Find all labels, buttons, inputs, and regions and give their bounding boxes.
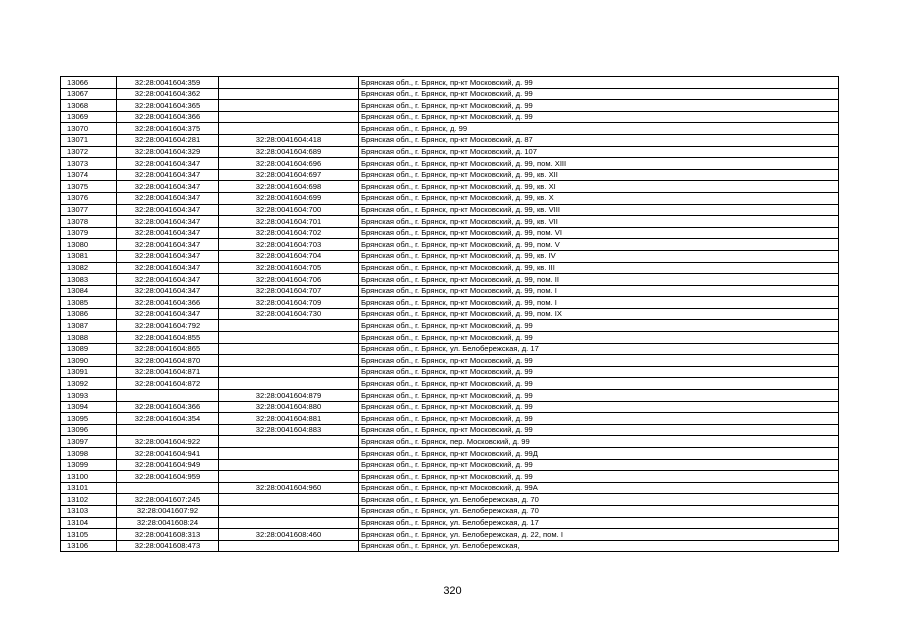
cadastral-number-cell: 32:28:0041604:347 [117, 285, 219, 297]
address-cell: Брянская обл., г. Брянск, пр-кт Московский, д. 99 [359, 88, 839, 100]
related-cadastral-number-cell: 32:28:0041604:700 [219, 204, 359, 216]
row-number-cell: 13102 [61, 494, 117, 506]
cadastral-number-cell: 32:28:0041604:366 [117, 401, 219, 413]
row-number-cell: 13095 [61, 413, 117, 425]
related-cadastral-number-cell: 32:28:0041604:730 [219, 308, 359, 320]
row-number-cell: 13083 [61, 274, 117, 286]
related-cadastral-number-cell [219, 517, 359, 529]
row-number-cell: 13085 [61, 297, 117, 309]
table-row [61, 355, 839, 367]
table-row [61, 181, 839, 193]
row-number-cell: 13074 [61, 169, 117, 181]
address-cell: Брянская обл., г. Брянск, ул. Белобережская, д. 22, пом. I [359, 529, 839, 541]
row-number-cell: 13091 [61, 366, 117, 378]
related-cadastral-number-cell: 32:28:0041604:707 [219, 285, 359, 297]
table-row [61, 216, 839, 228]
cadastral-number-cell: 32:28:0041604:949 [117, 459, 219, 471]
related-cadastral-number-cell: 32:28:0041604:698 [219, 181, 359, 193]
table-row [61, 285, 839, 297]
address-cell: Брянская обл., г. Брянск, пр-кт Московский, д. 99 [359, 332, 839, 344]
address-cell: Брянская обл., г. Брянск, ул. Белобережская, [359, 540, 839, 552]
address-cell: Брянская обл., г. Брянск, пр-кт Московский, д. 99 [359, 355, 839, 367]
row-number-cell: 13079 [61, 227, 117, 239]
row-number-cell: 13075 [61, 181, 117, 193]
table-row [61, 401, 839, 413]
cadastral-number-cell: 32:28:0041604:347 [117, 216, 219, 228]
table-row [61, 390, 839, 402]
cadastral-number-cell: 32:28:0041604:959 [117, 471, 219, 483]
row-number-cell: 13093 [61, 390, 117, 402]
row-number-cell: 13097 [61, 436, 117, 448]
related-cadastral-number-cell: 32:28:0041604:702 [219, 227, 359, 239]
related-cadastral-number-cell [219, 459, 359, 471]
table-row [61, 88, 839, 100]
address-cell: Брянская обл., г. Брянск, пр-кт Московский, д. 107 [359, 146, 839, 158]
cadastral-number-cell [117, 424, 219, 436]
address-cell: Брянская обл., г. Брянск, пр-кт Московский, д. 99 [359, 366, 839, 378]
related-cadastral-number-cell: 32:28:0041604:418 [219, 134, 359, 146]
related-cadastral-number-cell: 32:28:0041604:709 [219, 297, 359, 309]
table-row [61, 146, 839, 158]
related-cadastral-number-cell [219, 88, 359, 100]
row-number-cell: 13081 [61, 250, 117, 262]
table-row [61, 239, 839, 251]
related-cadastral-number-cell: 32:28:0041604:879 [219, 390, 359, 402]
address-cell: Брянская обл., г. Брянск, пр-кт Московский, д. 99, пом. II [359, 274, 839, 286]
related-cadastral-number-cell [219, 378, 359, 390]
address-cell: Брянская обл., г. Брянск, пр-кт Московский, д. 99 [359, 413, 839, 425]
cadastral-number-cell: 32:28:0041604:375 [117, 123, 219, 135]
row-number-cell: 13094 [61, 401, 117, 413]
cadastral-number-cell: 32:28:0041604:281 [117, 134, 219, 146]
row-number-cell: 13087 [61, 320, 117, 332]
table-row [61, 297, 839, 309]
address-cell: Брянская обл., г. Брянск, пр-кт Московский, д. 99 [359, 111, 839, 123]
table-row [61, 192, 839, 204]
related-cadastral-number-cell [219, 123, 359, 135]
related-cadastral-number-cell: 32:28:0041604:689 [219, 146, 359, 158]
table-row [61, 529, 839, 541]
registry-table [60, 76, 839, 552]
cadastral-number-cell: 32:28:0041604:359 [117, 77, 219, 89]
related-cadastral-number-cell [219, 343, 359, 355]
cadastral-number-cell: 32:28:0041604:865 [117, 343, 219, 355]
row-number-cell: 13088 [61, 332, 117, 344]
row-number-cell: 13103 [61, 505, 117, 517]
cadastral-number-cell: 32:28:0041604:366 [117, 111, 219, 123]
row-number-cell: 13073 [61, 158, 117, 170]
address-cell: Брянская обл., г. Брянск, ул. Белобережская, д. 17 [359, 343, 839, 355]
address-cell: Брянская обл., г. Брянск, пр-кт Московский, д. 99 [359, 378, 839, 390]
row-number-cell: 13069 [61, 111, 117, 123]
address-cell: Брянская обл., г. Брянск, пр-кт Московский, д. 99, кв. X [359, 192, 839, 204]
row-number-cell: 13066 [61, 77, 117, 89]
table-row [61, 471, 839, 483]
table-row [61, 169, 839, 181]
related-cadastral-number-cell [219, 494, 359, 506]
address-cell: Брянская обл., г. Брянск, пр-кт Московский, д. 87 [359, 134, 839, 146]
related-cadastral-number-cell: 32:28:0041608:460 [219, 529, 359, 541]
address-cell: Брянская обл., г. Брянск, пр-кт Московский, д. 99 [359, 401, 839, 413]
table-row [61, 274, 839, 286]
address-cell: Брянская обл., г. Брянск, пр-кт Московский, д. 99, кв. III [359, 262, 839, 274]
address-cell: Брянская обл., г. Брянск, пр-кт Московский, д. 99, пом. I [359, 285, 839, 297]
table-row [61, 227, 839, 239]
cadastral-number-cell: 32:28:0041604:347 [117, 158, 219, 170]
row-number-cell: 13096 [61, 424, 117, 436]
related-cadastral-number-cell: 32:28:0041604:703 [219, 239, 359, 251]
related-cadastral-number-cell [219, 448, 359, 460]
row-number-cell: 13105 [61, 529, 117, 541]
address-cell: Брянская обл., г. Брянск, ул. Белобережская, д. 70 [359, 505, 839, 517]
cadastral-number-cell: 32:28:0041604:347 [117, 204, 219, 216]
cadastral-number-cell: 32:28:0041604:792 [117, 320, 219, 332]
address-cell: Брянская обл., г. Брянск, пр-кт Московский, д. 99, пом. V [359, 239, 839, 251]
cadastral-number-cell: 32:28:0041604:347 [117, 250, 219, 262]
cadastral-number-cell: 32:28:0041604:366 [117, 297, 219, 309]
related-cadastral-number-cell [219, 320, 359, 332]
cadastral-number-cell: 32:28:0041604:365 [117, 100, 219, 112]
row-number-cell: 13106 [61, 540, 117, 552]
table-row [61, 378, 839, 390]
address-cell: Брянская обл., г. Брянск, пр-кт Московский, д. 99 [359, 100, 839, 112]
address-cell: Брянская обл., г. Брянск, пр-кт Московский, д. 99 [359, 320, 839, 332]
row-number-cell: 13089 [61, 343, 117, 355]
address-cell: Брянская обл., г. Брянск, пер. Московский, д. 99 [359, 436, 839, 448]
related-cadastral-number-cell [219, 471, 359, 483]
address-cell: Брянская обл., г. Брянск, пр-кт Московский, д. 99, пом. XIII [359, 158, 839, 170]
address-cell: Брянская обл., г. Брянск, пр-кт Московский, д. 99, кв. IV [359, 250, 839, 262]
related-cadastral-number-cell [219, 100, 359, 112]
row-number-cell: 13099 [61, 459, 117, 471]
related-cadastral-number-cell: 32:28:0041604:883 [219, 424, 359, 436]
cadastral-number-cell: 32:28:0041604:941 [117, 448, 219, 460]
table-row [61, 111, 839, 123]
related-cadastral-number-cell: 32:28:0041604:696 [219, 158, 359, 170]
cadastral-number-cell: 32:28:0041604:922 [117, 436, 219, 448]
table-row [61, 424, 839, 436]
table-row [61, 123, 839, 135]
table-row [61, 158, 839, 170]
cadastral-number-cell: 32:28:0041604:347 [117, 181, 219, 193]
row-number-cell: 13077 [61, 204, 117, 216]
address-cell: Брянская обл., г. Брянск, ул. Белобережская, д. 17 [359, 517, 839, 529]
cadastral-number-cell: 32:28:0041604:362 [117, 88, 219, 100]
related-cadastral-number-cell: 32:28:0041604:880 [219, 401, 359, 413]
row-number-cell: 13078 [61, 216, 117, 228]
cadastral-number-cell: 32:28:0041608:473 [117, 540, 219, 552]
row-number-cell: 13076 [61, 192, 117, 204]
table-row [61, 308, 839, 320]
row-number-cell: 13101 [61, 482, 117, 494]
table-row [61, 413, 839, 425]
related-cadastral-number-cell [219, 355, 359, 367]
related-cadastral-number-cell [219, 366, 359, 378]
address-cell: Брянская обл., г. Брянск, пр-кт Московский, д. 99 [359, 77, 839, 89]
address-cell: Брянская обл., г. Брянск, пр-кт Московский, д. 99 [359, 459, 839, 471]
row-number-cell: 13082 [61, 262, 117, 274]
table-row [61, 134, 839, 146]
row-number-cell: 13086 [61, 308, 117, 320]
related-cadastral-number-cell: 32:28:0041604:960 [219, 482, 359, 494]
address-cell: Брянская обл., г. Брянск, пр-кт Московский, д. 99 [359, 471, 839, 483]
row-number-cell: 13080 [61, 239, 117, 251]
row-number-cell: 13068 [61, 100, 117, 112]
cadastral-number-cell: 32:28:0041604:329 [117, 146, 219, 158]
row-number-cell: 13071 [61, 134, 117, 146]
related-cadastral-number-cell [219, 505, 359, 517]
cadastral-number-cell: 32:28:0041604:347 [117, 169, 219, 181]
row-number-cell: 13084 [61, 285, 117, 297]
address-cell: Брянская обл., г. Брянск, пр-кт Московский, д. 99, кв. XI [359, 181, 839, 193]
table-row [61, 505, 839, 517]
row-number-cell: 13072 [61, 146, 117, 158]
cadastral-number-cell [117, 482, 219, 494]
registry-table-body [61, 77, 839, 552]
table-row [61, 320, 839, 332]
table-row [61, 77, 839, 89]
related-cadastral-number-cell: 32:28:0041604:704 [219, 250, 359, 262]
address-cell: Брянская обл., г. Брянск, пр-кт Московский, д. 99, кв. VII [359, 216, 839, 228]
related-cadastral-number-cell: 32:28:0041604:701 [219, 216, 359, 228]
cadastral-number-cell: 32:28:0041604:354 [117, 413, 219, 425]
cadastral-number-cell: 32:28:0041604:347 [117, 262, 219, 274]
address-cell: Брянская обл., г. Брянск, пр-кт Московский, д. 99, кв. VIII [359, 204, 839, 216]
table-row [61, 100, 839, 112]
cadastral-number-cell: 32:28:0041604:347 [117, 227, 219, 239]
row-number-cell: 13104 [61, 517, 117, 529]
cadastral-number-cell: 32:28:0041608:313 [117, 529, 219, 541]
address-cell: Брянская обл., г. Брянск, пр-кт Московский, д. 99 [359, 424, 839, 436]
cadastral-number-cell: 32:28:0041604:855 [117, 332, 219, 344]
table-row [61, 343, 839, 355]
row-number-cell: 13092 [61, 378, 117, 390]
table-row [61, 436, 839, 448]
address-cell: Брянская обл., г. Брянск, пр-кт Московский, д. 99, кв. XII [359, 169, 839, 181]
cadastral-number-cell: 32:28:0041608:24 [117, 517, 219, 529]
related-cadastral-number-cell [219, 540, 359, 552]
page-number: 320 [443, 585, 462, 597]
cadastral-number-cell: 32:28:0041604:872 [117, 378, 219, 390]
table-row [61, 250, 839, 262]
table-row [61, 366, 839, 378]
related-cadastral-number-cell: 32:28:0041604:699 [219, 192, 359, 204]
row-number-cell: 13090 [61, 355, 117, 367]
cadastral-number-cell: 32:28:0041604:347 [117, 308, 219, 320]
cadastral-number-cell [117, 390, 219, 402]
cadastral-number-cell: 32:28:0041604:347 [117, 274, 219, 286]
related-cadastral-number-cell: 32:28:0041604:697 [219, 169, 359, 181]
row-number-cell: 13100 [61, 471, 117, 483]
cadastral-number-cell: 32:28:0041607:92 [117, 505, 219, 517]
table-row [61, 482, 839, 494]
table-row [61, 332, 839, 344]
address-cell: Брянская обл., г. Брянск, пр-кт Московский, д. 99Д [359, 448, 839, 460]
related-cadastral-number-cell: 32:28:0041604:706 [219, 274, 359, 286]
address-cell: Брянская обл., г. Брянск, пр-кт Московский, д. 99 [359, 390, 839, 402]
related-cadastral-number-cell [219, 332, 359, 344]
address-cell: Брянская обл., г. Брянск, пр-кт Московский, д. 99, пом. IX [359, 308, 839, 320]
table-row [61, 459, 839, 471]
cadastral-number-cell: 32:28:0041604:870 [117, 355, 219, 367]
related-cadastral-number-cell: 32:28:0041604:881 [219, 413, 359, 425]
table-row [61, 448, 839, 460]
address-cell: Брянская обл., г. Брянск, пр-кт Московский, д. 99, пом. VI [359, 227, 839, 239]
address-cell: Брянская обл., г. Брянск, пр-кт Московский, д. 99, пом. I [359, 297, 839, 309]
related-cadastral-number-cell: 32:28:0041604:705 [219, 262, 359, 274]
cadastral-number-cell: 32:28:0041604:871 [117, 366, 219, 378]
table-row [61, 540, 839, 552]
address-cell: Брянская обл., г. Брянск, пр-кт Московский, д. 99А [359, 482, 839, 494]
table-row [61, 204, 839, 216]
cadastral-number-cell: 32:28:0041607:245 [117, 494, 219, 506]
related-cadastral-number-cell [219, 436, 359, 448]
table-row [61, 262, 839, 274]
related-cadastral-number-cell [219, 111, 359, 123]
cadastral-number-cell: 32:28:0041604:347 [117, 239, 219, 251]
row-number-cell: 13067 [61, 88, 117, 100]
address-cell: Брянская обл., г. Брянск, д. 99 [359, 123, 839, 135]
row-number-cell: 13098 [61, 448, 117, 460]
cadastral-number-cell: 32:28:0041604:347 [117, 192, 219, 204]
address-cell: Брянская обл., г. Брянск, ул. Белобережская, д. 70 [359, 494, 839, 506]
table-row [61, 494, 839, 506]
table-row [61, 517, 839, 529]
related-cadastral-number-cell [219, 77, 359, 89]
row-number-cell: 13070 [61, 123, 117, 135]
